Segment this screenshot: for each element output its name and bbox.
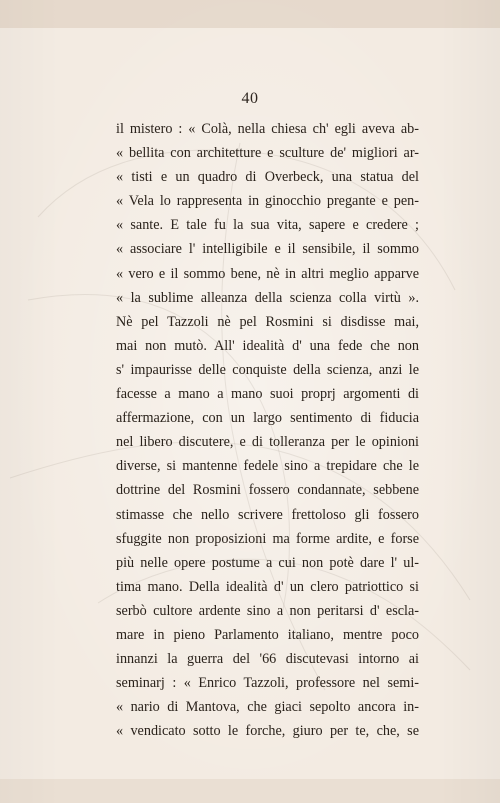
text-line: « la sublime alleanza della scienza colla virtù ». [116,289,419,306]
top-edge-stain [0,0,500,28]
body-text [116,117,419,743]
text-line: più nelle opere postume a cui non potè dare l' ul- [116,554,419,571]
page-number: 40 [241,90,259,107]
text-line: « nario di Mantova, che giaci sepolto ancora in- [116,699,419,716]
text-line: diverse, si mantenne fedele sino a trepidare che le [116,458,419,475]
text-line: affermazione, con un largo sentimento di fiducia [116,410,419,427]
text-line: Nè pel Tazzoli nè pel Rosmini si disdisse mai, [116,313,419,330]
text-line: nel libero discutere, e di tolleranza per le opinioni [116,434,419,451]
text-line: « vero e il sommo bene, nè in altri meglio apparve [116,265,419,282]
text-line: sfuggite non proposizioni ma forme ardite, e forse [116,530,419,547]
text-line: « tisti e un quadro di Overbeck, una statua del [116,169,419,186]
text-line: « associare l' intelligibile e il sensibile, il sommo [116,241,419,258]
text-line: mai non mutò. All' idealità d' una fede che non [116,337,419,354]
text-line: tima mano. Della idealità d' un clero patriottico si [116,578,419,595]
text-line: « sante. E tale fu la sua vita, sapere e credere ; [116,217,419,234]
text-line: « Vela lo rappresenta in ginocchio pregante e pen- [116,193,419,210]
bottom-edge-stain [0,779,500,803]
text-line: facesse a mano a mano suoi proprj argomenti di [116,386,419,403]
text-line: « bellita con architetture e sculture de' migliori ar- [116,145,419,162]
text-line: seminarj : « Enrico Tazzoli, professore nel semi- [116,675,419,692]
text-line: s' impaurisse delle conquiste della scienza, anzi le [116,361,419,378]
text-line: il mistero : « Colà, nella chiesa ch' egli aveva ab- [116,121,419,137]
text-line: serbò cultore ardente sino a non peritarsi d' escla- [116,602,419,619]
text-line: mare in pieno Parlamento italiano, mentre poco [116,626,419,643]
text-line: stimasse che nello scrivere frettoloso gli fossero [116,506,419,523]
text-line: innanzi la guerra del '66 discutevasi intorno ai [116,651,419,668]
text-line: « vendicato sotto le forche, giuro per te, che, se [116,723,419,740]
text-line: dottrine del Rosmini fossero condannate, sebbene [116,482,419,499]
